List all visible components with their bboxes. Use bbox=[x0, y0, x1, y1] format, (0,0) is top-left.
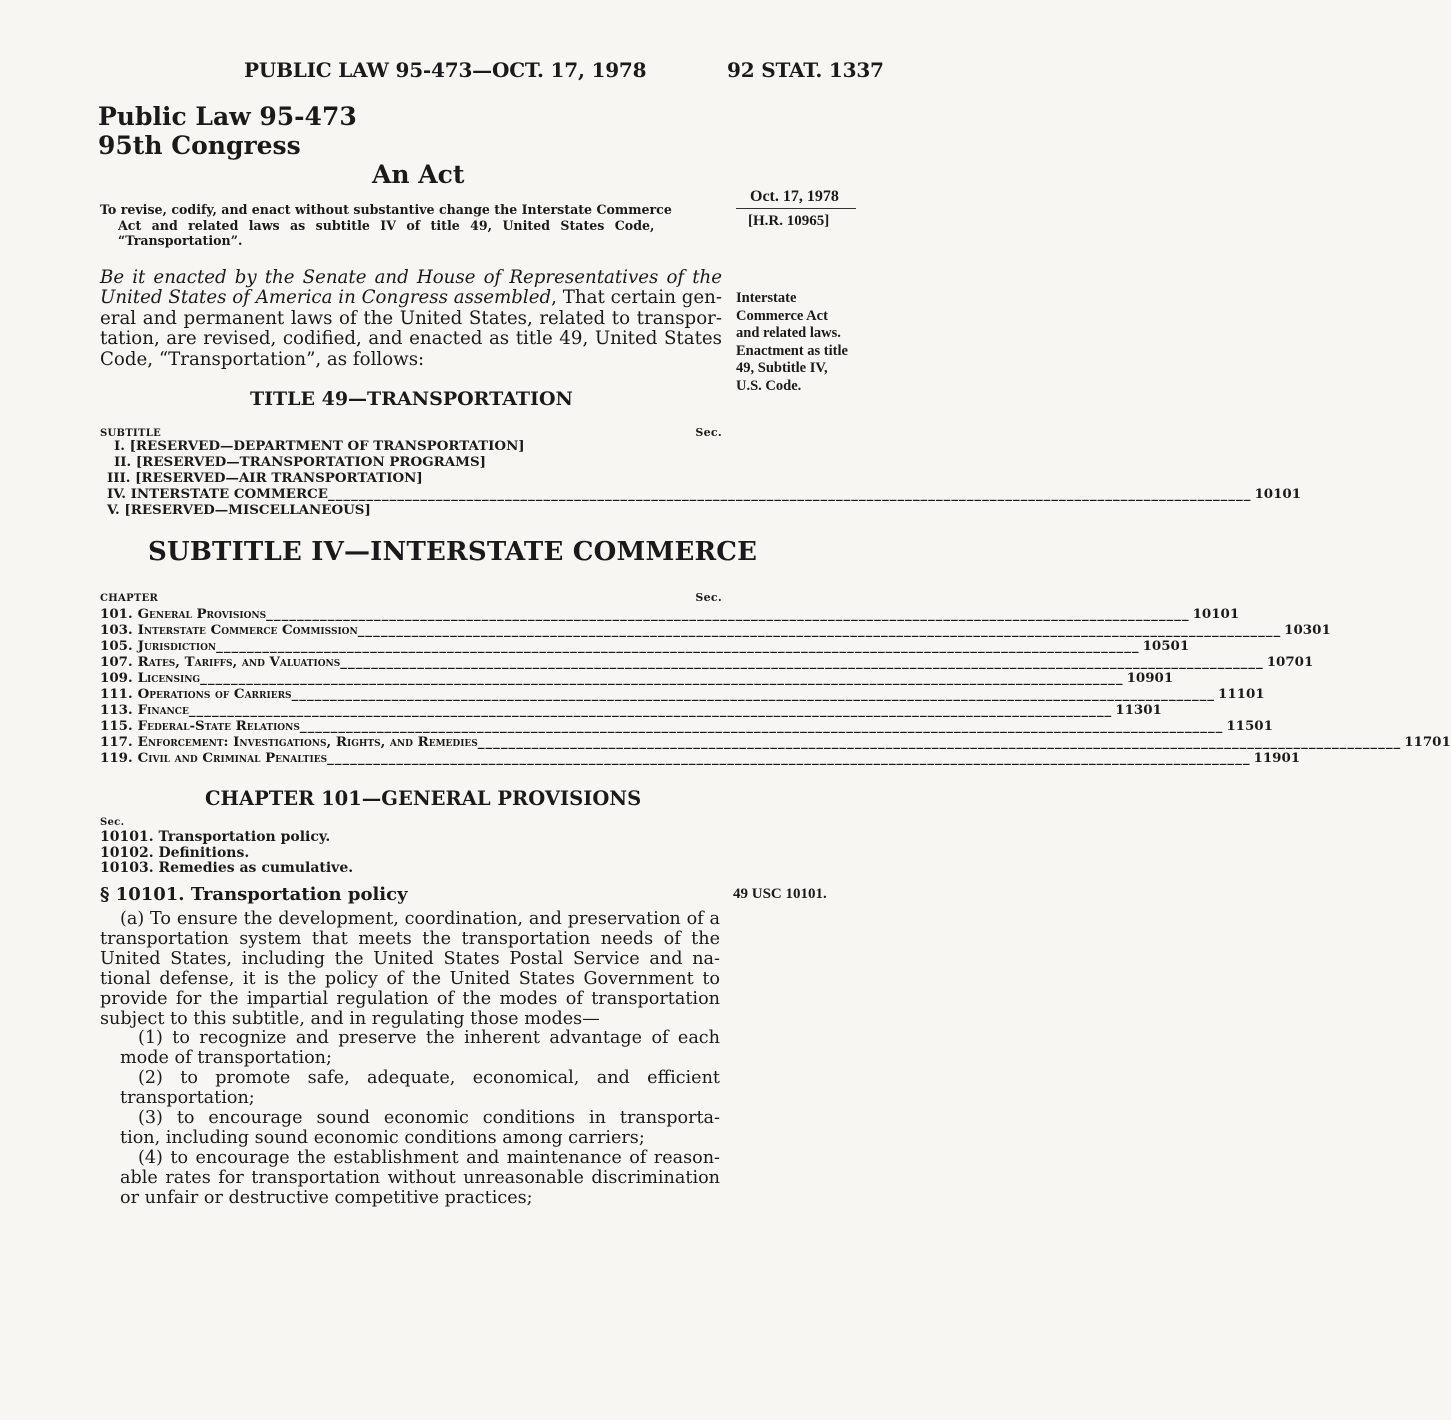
subtitle-4-heading: SUBTITLE IV—INTERSTATE COMMERCE bbox=[148, 537, 758, 567]
margin-note-line: Enactment as title bbox=[736, 342, 848, 359]
toc-column-header bbox=[100, 590, 722, 606]
subtitle-label: IV. INTERSTATE COMMERCE bbox=[107, 486, 328, 502]
chapter-section-number: 11301 bbox=[1115, 702, 1162, 718]
chapter-section-number: 10901 bbox=[1126, 670, 1174, 686]
statute-text-line: tional defense, it is the policy of the United States Government to bbox=[100, 968, 720, 989]
running-header-right: 92 STAT. 1337 bbox=[727, 58, 884, 82]
margin-usc-citation: 49 USC 10101. bbox=[733, 886, 827, 902]
act-purpose bbox=[100, 202, 722, 249]
chapter-section-number: 10701 bbox=[1266, 654, 1314, 670]
chapter-number: 103. bbox=[100, 622, 133, 638]
statute-text-line: provide for the impartial regulation of the modes of transportation bbox=[100, 988, 720, 1009]
chapter-number: 111. bbox=[100, 686, 133, 702]
chapter-number: 109. bbox=[100, 670, 133, 686]
public-law-number: Public Law 95-473 bbox=[98, 102, 357, 131]
toc-col-left: CHAPTER bbox=[100, 593, 159, 604]
chapter-toc-row bbox=[100, 670, 1174, 686]
chapter-toc-row bbox=[100, 750, 1301, 766]
margin-note-line: and related laws. bbox=[736, 325, 841, 341]
chapter-name: Civil and Criminal Penalties bbox=[137, 750, 328, 766]
subtitle-toc-row bbox=[100, 502, 722, 518]
chapter-toc-row bbox=[100, 622, 1331, 638]
section-10101-heading: § 10101. Transportation policy bbox=[100, 884, 408, 905]
chapter-toc-row bbox=[100, 734, 1451, 750]
chapter-toc-row bbox=[100, 718, 1273, 734]
margin-note-line: 49, Subtitle IV, bbox=[736, 360, 828, 376]
leader-dots: ________________________________________________________________________________________________________________________ bbox=[200, 670, 1124, 686]
title-49-toc bbox=[100, 424, 1302, 518]
chapter-number: 115. bbox=[100, 718, 133, 734]
chapter-name: Rates, Tariffs, and Valuations bbox=[137, 654, 341, 670]
chapter-section-number: 11901 bbox=[1253, 750, 1301, 766]
chapter-101-section-list bbox=[100, 830, 353, 877]
leader-dots: ________________________________________________________________________________________________________________________ bbox=[188, 702, 1113, 718]
act-heading: An Act bbox=[372, 160, 465, 189]
margin-note-line: Interstate bbox=[736, 290, 797, 306]
chapter-101-heading: CHAPTER 101—GENERAL PROVISIONS bbox=[205, 787, 642, 810]
statute-text-line: able rates for transportation without unreasonable discrimination bbox=[120, 1167, 720, 1188]
statute-text-line: (a) To ensure the development, coordination, and preservation of a bbox=[120, 909, 720, 929]
margin-rule bbox=[736, 208, 856, 209]
chapter-section-number: 11701 bbox=[1404, 734, 1451, 750]
title-49-heading: TITLE 49—TRANSPORTATION bbox=[250, 388, 573, 410]
section-list-item: 10101. Transportation policy. bbox=[100, 829, 331, 845]
chapter-name: Jurisdiction bbox=[137, 638, 217, 654]
subtitle-toc-row bbox=[100, 454, 722, 470]
chapter-name: Enforcement: Investigations, Rights, and Remedies bbox=[137, 734, 478, 750]
chapter-name: Operations of Carriers bbox=[137, 686, 292, 702]
statute-text-line: transportation; bbox=[120, 1088, 255, 1109]
chapter-name: Interstate Commerce Commission bbox=[137, 622, 358, 638]
subtitle-label: III. [RESERVED—AIR TRANSPORTATION] bbox=[107, 470, 423, 486]
leader-dots: ________________________________________________________________________________________________________________________ bbox=[477, 734, 1402, 750]
statute-text-line: United States, including the United States Postal Service and na- bbox=[100, 948, 720, 969]
chapter-name: Licensing bbox=[137, 670, 201, 686]
chapter-name: Finance bbox=[137, 702, 189, 718]
chapter-toc-row bbox=[100, 606, 1240, 622]
section-list-item: 10103. Remedies as cumulative. bbox=[100, 860, 354, 876]
chapter-number: 117. bbox=[100, 734, 133, 750]
margin-date: Oct. 17, 1978 bbox=[750, 188, 839, 205]
chapter-number: 119. bbox=[100, 750, 133, 766]
chapter-number: 105. bbox=[100, 638, 133, 654]
margin-bill-number: [H.R. 10965] bbox=[748, 213, 830, 229]
chapter-section-number: 11101 bbox=[1218, 686, 1265, 702]
sec-column-label: Sec. bbox=[100, 817, 125, 828]
margin-note-line: Commerce Act bbox=[736, 307, 828, 324]
subtitle-toc-row bbox=[100, 486, 1302, 502]
margin-note-line: U.S. Code. bbox=[736, 377, 802, 394]
toc-column-header bbox=[100, 424, 722, 438]
chapter-section-number: 10101 bbox=[1192, 606, 1240, 622]
subtitle-label: II. [RESERVED—TRANSPORTATION PROGRAMS] bbox=[114, 454, 486, 470]
leader-dots: ________________________________________________________________________________________________________________________ bbox=[216, 638, 1140, 654]
statute-text-line: (2) to promote safe, adequate, economical, and efficient bbox=[138, 1068, 720, 1089]
purpose-line: “Transportation”. bbox=[118, 233, 243, 248]
leader-dots: ________________________________________________________________________________________________________________________ bbox=[291, 686, 1215, 702]
statute-text-line: transportation system that meets the transportation needs of the bbox=[100, 928, 720, 949]
running-header-left: PUBLIC LAW 95-473—OCT. 17, 1978 bbox=[244, 58, 647, 82]
subtitle-label: V. [RESERVED—MISCELLANEOUS] bbox=[107, 502, 371, 518]
subtitle-label: I. [RESERVED—DEPARTMENT OF TRANSPORTATION] bbox=[114, 438, 525, 454]
chapter-section-number: 10301 bbox=[1284, 622, 1331, 638]
statute-text-line: (3) to encourage sound economic conditions in transporta- bbox=[138, 1108, 720, 1129]
chapter-toc-row bbox=[100, 702, 1162, 718]
subtitle-toc-row bbox=[100, 470, 722, 486]
toc-col-right: Sec. bbox=[695, 426, 722, 439]
toc-col-right: Sec. bbox=[695, 591, 722, 604]
chapter-toc-row bbox=[100, 638, 1190, 654]
statute-text-line: (1) to recognize and preserve the inherent advantage of each bbox=[138, 1028, 720, 1049]
leader-dots: ________________________________________________________________________________________________________________________ bbox=[327, 750, 1251, 766]
chapter-number: 101. bbox=[100, 606, 133, 622]
statute-text-line: subject to this subtitle, and in regulating those modes— bbox=[100, 1008, 600, 1029]
enact-line: eral and permanent laws of the United States, related to transpor- bbox=[100, 307, 722, 329]
section-10101-body bbox=[100, 910, 720, 1209]
chapter-toc-row bbox=[100, 686, 1265, 702]
enact-line: Code, “Transportation”, as follows: bbox=[100, 348, 425, 370]
leader-dots: ________________________________________________________________________________________________________________________ bbox=[328, 486, 1252, 502]
margin-note bbox=[736, 290, 848, 395]
chapter-name: Federal-State Relations bbox=[137, 718, 300, 734]
statute-text-line: tion, including sound economic conditions among carriers; bbox=[120, 1127, 645, 1148]
enacting-clause bbox=[100, 268, 722, 370]
enact-line: Be it enacted by the Senate and House of Representatives of the bbox=[100, 267, 722, 288]
leader-dots: ________________________________________________________________________________________________________________________ bbox=[266, 606, 1190, 622]
statute-text-line: (4) to encourage the establishment and maintenance of reason- bbox=[138, 1147, 720, 1168]
leader-dots: ________________________________________________________________________________________________________________________ bbox=[299, 718, 1224, 734]
leader-dots: ________________________________________________________________________________________________________________________ bbox=[340, 654, 1264, 670]
chapter-section-number: 10501 bbox=[1142, 638, 1190, 654]
subtitle-section-number: 10101 bbox=[1254, 486, 1302, 502]
enact-line: United States of America in Congress assembled, That certain gen- bbox=[100, 287, 722, 309]
chapter-number: 107. bbox=[100, 654, 133, 670]
chapter-section-number: 11501 bbox=[1226, 718, 1273, 734]
purpose-line: Act and related laws as subtitle IV of title 49, United States Code, bbox=[118, 217, 655, 233]
chapter-toc-row bbox=[100, 654, 1314, 670]
subtitle-4-toc bbox=[100, 590, 1451, 766]
toc-col-left: SUBTITLE bbox=[100, 428, 162, 439]
chapter-number: 113. bbox=[100, 702, 133, 718]
purpose-line: To revise, codify, and enact without substantive change the Interstate Commerce bbox=[100, 202, 672, 217]
section-list-item: 10102. Definitions. bbox=[100, 844, 250, 861]
chapter-name: General Provisions bbox=[137, 606, 267, 622]
enact-line: tation, are revised, codified, and enacted as title 49, United States bbox=[100, 328, 722, 350]
congress-number: 95th Congress bbox=[98, 131, 301, 160]
statute-text-line: mode of transportation; bbox=[120, 1048, 332, 1069]
leader-dots: ________________________________________________________________________________________________________________________ bbox=[357, 622, 1282, 638]
statute-text-line: or unfair or destructive competitive practices; bbox=[120, 1187, 533, 1208]
